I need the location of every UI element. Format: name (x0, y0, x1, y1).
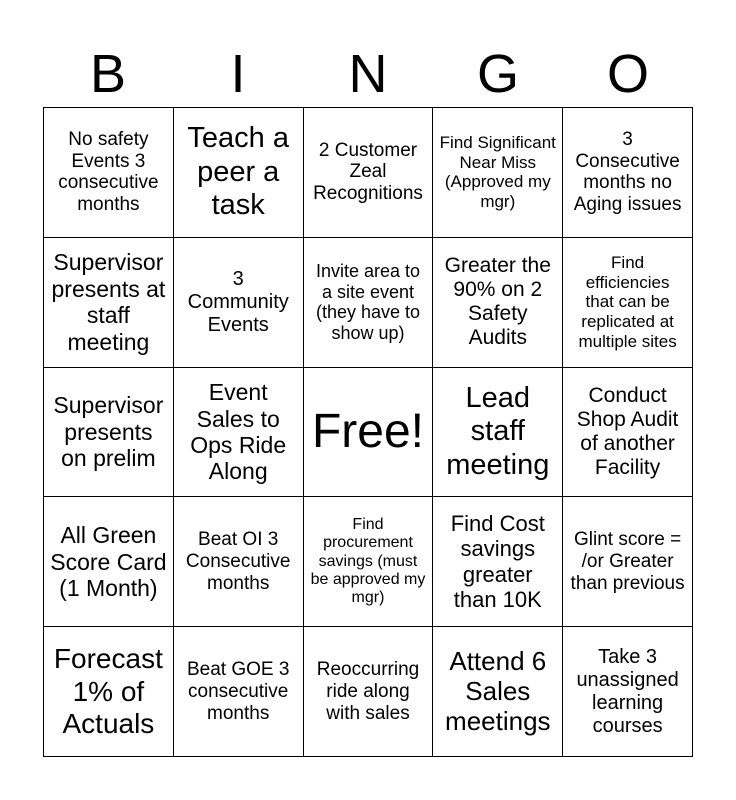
bingo-cell[interactable] (44, 368, 174, 498)
bingo-board (43, 107, 693, 757)
bingo-cell[interactable] (563, 368, 693, 498)
bingo-cell[interactable] (44, 238, 174, 368)
bingo-cell[interactable] (433, 238, 563, 368)
bingo-cell[interactable] (304, 238, 434, 368)
cell-text: Find procurement savings (must be approved my mgr) (310, 515, 426, 607)
cell-text: Find Cost savings greater than 10K (450, 511, 545, 613)
bingo-cell[interactable] (304, 108, 434, 238)
cell-text: Teach a peer a task (187, 122, 289, 222)
bingo-cell[interactable] (304, 627, 434, 757)
bingo-cell[interactable] (563, 238, 693, 368)
bingo-cell[interactable] (174, 627, 304, 757)
header-letter-g: G (476, 44, 519, 104)
bingo-cell[interactable] (433, 108, 563, 238)
cell-text: Conduct Shop Audit of another Facility (576, 383, 679, 480)
cell-text: Supervisor presents at staff meeting (51, 249, 166, 355)
bingo-cell[interactable] (174, 108, 304, 238)
bingo-cell[interactable] (174, 497, 304, 627)
bingo-cell[interactable] (563, 108, 693, 238)
bingo-cell[interactable] (174, 238, 304, 368)
bingo-cell[interactable] (563, 627, 693, 757)
cell-text: All Green Score Card (1 Month) (50, 522, 167, 601)
bingo-cell[interactable] (174, 368, 304, 498)
free-space-cell[interactable] (304, 368, 434, 498)
cell-text: No safety Events 3 consecutive months (58, 128, 159, 216)
cell-text: Take 3 unassigned learning courses (576, 645, 679, 737)
cell-text: Attend 6 Sales meetings (445, 645, 551, 736)
cell-text: 3 Consecutive months no Aging issues (573, 128, 682, 216)
cell-text: Reoccurring ride along with sales (316, 658, 420, 724)
cell-text: 3 Community Events (187, 267, 289, 336)
cell-text: Greater the 90% on 2 Safety Audits (444, 253, 551, 350)
header-letter-o: O (606, 44, 649, 104)
bingo-cell[interactable] (44, 108, 174, 238)
cell-text: Find Significant Near Miss (Approved my mgr) (439, 133, 556, 211)
bingo-cell[interactable] (433, 497, 563, 627)
bingo-cell[interactable] (433, 627, 563, 757)
bingo-cell[interactable] (44, 497, 174, 627)
cell-text: Invite area to a site event (they have to show up) (315, 260, 421, 343)
header-letter-b: B (89, 44, 127, 104)
cell-text: Beat GOE 3 consecutive months (186, 658, 290, 724)
bingo-cell[interactable] (563, 497, 693, 627)
cell-text: 2 Customer Zeal Recognitions (313, 139, 423, 205)
bingo-cell[interactable] (304, 497, 434, 627)
cell-text: Find efficiencies that can be replicated at multiple sites (578, 253, 677, 351)
cell-text: Beat OI 3 Consecutive months (185, 529, 291, 594)
header-letter-n: N (348, 44, 388, 104)
bingo-cell[interactable] (44, 627, 174, 757)
cell-text: Lead staff meeting (446, 381, 550, 481)
cell-text: Forecast 1% of Actuals (53, 643, 163, 739)
bingo-header (43, 42, 693, 106)
cell-text: Event Sales to Ops Ride Along (190, 379, 287, 485)
free-space-text: Free! (311, 405, 424, 459)
bingo-cell[interactable] (433, 368, 563, 498)
header-letter-i: I (230, 44, 246, 104)
cell-text: Supervisor presents on prelim (53, 392, 164, 472)
cell-text: Glint score = /or Greater than previous (570, 529, 685, 594)
